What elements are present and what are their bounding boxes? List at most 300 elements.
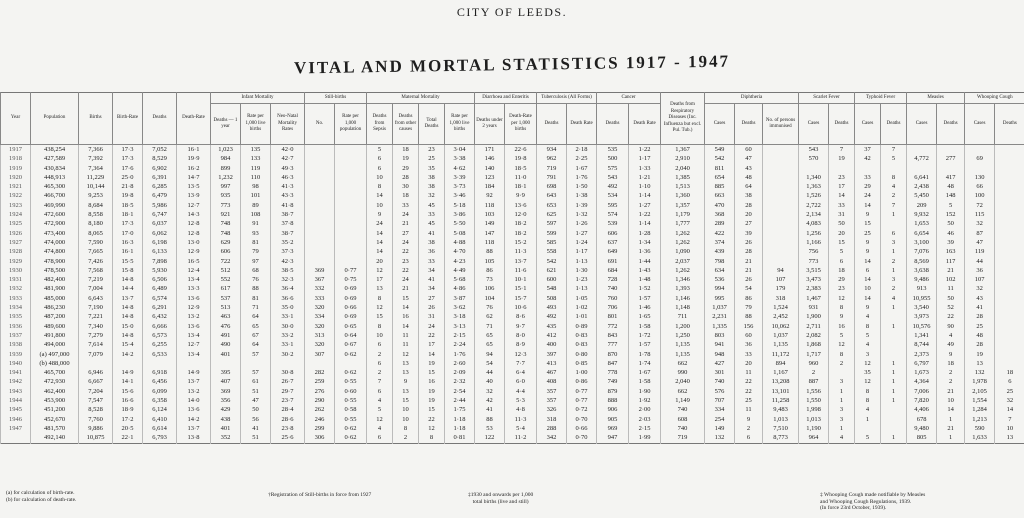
table-row: [1, 303, 1024, 312]
table-cell: 163: [937, 247, 965, 256]
table-cell: 149: [705, 424, 735, 433]
table-cell: 44: [475, 368, 505, 377]
table-cell: 13: [995, 433, 1024, 443]
table-cell: 706: [597, 303, 629, 312]
table-cell: (a) 497,000: [31, 350, 79, 359]
table-cell: 118: [475, 238, 505, 247]
table-cell: 13·7: [113, 294, 143, 303]
table-cell: 7,510: [763, 424, 799, 433]
table-cell: 61: [241, 377, 271, 386]
year-cell: 1922: [1, 191, 31, 200]
table-cell: 401: [211, 350, 241, 359]
table-cell: 7,006: [907, 387, 937, 396]
table-cell: 1,037: [705, 303, 735, 312]
table-cell: 6,489: [143, 284, 177, 293]
table-cell: 66: [965, 182, 995, 191]
year-cell: 1945: [1, 405, 31, 414]
table-cell: 534: [597, 191, 629, 200]
table-cell: [995, 331, 1024, 340]
table-cell: 427,589: [31, 154, 79, 163]
table-cell: 254: [705, 415, 735, 424]
table-cell: [335, 201, 367, 210]
year-cell: 1940: [1, 359, 31, 368]
table-cell: 438: [211, 415, 241, 424]
table-cell: [305, 145, 335, 155]
table-cell: 27: [419, 294, 445, 303]
table-cell: 0·85: [567, 359, 597, 368]
table-cell: 57: [241, 368, 271, 377]
table-cell: 43·3: [271, 191, 305, 200]
table-cell: 184: [475, 182, 505, 191]
table-cell: 36: [419, 247, 445, 256]
table-cell: 1·46: [629, 303, 661, 312]
table-cell: 10·6: [505, 303, 537, 312]
sub-header: No. of persons immunised: [763, 104, 799, 145]
table-cell: 7,079: [79, 350, 113, 359]
table-cell: 21: [735, 257, 763, 266]
table-cell: [995, 219, 1024, 228]
year-cell: 1943: [1, 387, 31, 396]
table-cell: 3·87: [445, 294, 475, 303]
table-row: [1, 377, 1024, 386]
table-cell: 476: [211, 322, 241, 331]
sub-header: Total Deaths: [419, 104, 445, 145]
table-cell: 23: [829, 284, 855, 293]
table-cell: 31: [829, 210, 855, 219]
table-cell: 12·8: [177, 219, 211, 228]
table-cell: 14·8: [113, 331, 143, 340]
table-cell: 12: [367, 266, 393, 275]
table-cell: 8,529: [143, 154, 177, 163]
table-cell: 14·8: [113, 275, 143, 284]
table-cell: 20: [829, 229, 855, 238]
table-cell: 123: [475, 173, 505, 182]
table-cell: 921: [211, 210, 241, 219]
table-cell: 21: [937, 266, 965, 275]
table-cell: 41: [419, 275, 445, 284]
table-cell: 1,167: [763, 368, 799, 377]
table-cell: [907, 145, 937, 155]
table-cell: [763, 191, 799, 200]
table-cell: 71: [241, 303, 271, 312]
group-header: Maternal Mortality: [367, 93, 475, 104]
table-cell: 93: [241, 229, 271, 238]
table-cell: 2,040: [661, 377, 705, 386]
table-cell: 778: [597, 368, 629, 377]
table-cell: 6,099: [143, 387, 177, 396]
table-cell: [335, 145, 367, 155]
table-cell: 6,793: [143, 433, 177, 443]
table-cell: 1,023: [211, 145, 241, 155]
table-cell: 3,515: [799, 266, 829, 275]
table-cell: 36: [965, 266, 995, 275]
table-cell: 27: [393, 229, 419, 238]
table-cell: 625: [537, 210, 567, 219]
table-cell: 1,256: [799, 229, 829, 238]
table-cell: 30·2: [271, 350, 305, 359]
table-cell: 0·70: [567, 433, 597, 443]
table-cell: 6,533: [143, 350, 177, 359]
table-cell: 9: [855, 247, 881, 256]
table-cell: 508: [537, 294, 567, 303]
table-cell: 1,166: [799, 238, 829, 247]
table-cell: 38: [735, 191, 763, 200]
table-cell: 18: [393, 191, 419, 200]
table-cell: 18·5: [505, 164, 537, 173]
table-cell: 14: [995, 405, 1024, 414]
table-cell: 50: [937, 219, 965, 228]
year-cell: 1933: [1, 294, 31, 303]
year-cell: 1918: [1, 154, 31, 163]
table-cell: 637: [597, 238, 629, 247]
table-cell: 90: [937, 322, 965, 331]
table-cell: 772: [597, 322, 629, 331]
table-cell: 3·46: [445, 191, 475, 200]
table-cell: 26: [419, 303, 445, 312]
table-cell: 466,700: [31, 191, 79, 200]
table-cell: 2,722: [799, 201, 829, 210]
table-cell: [763, 229, 799, 238]
table-cell: 8,558: [79, 210, 113, 219]
table-cell: 728: [597, 275, 629, 284]
table-row: [1, 229, 1024, 238]
table-cell: 13·6: [505, 201, 537, 210]
table-cell: [995, 191, 1024, 200]
table-cell: 7: [829, 145, 855, 155]
table-cell: 4·49: [445, 266, 475, 275]
table-cell: 110: [241, 173, 271, 182]
table-cell: 23: [393, 257, 419, 266]
table-cell: [305, 238, 335, 247]
table-cell: 1,550: [799, 396, 829, 405]
table-cell: 473,400: [31, 229, 79, 238]
table-cell: 135: [241, 145, 271, 155]
table-cell: 14: [393, 322, 419, 331]
table-row: [1, 275, 1024, 284]
table-cell: 2,082: [799, 331, 829, 340]
table-cell: 9,932: [907, 210, 937, 219]
table-cell: 45: [419, 219, 445, 228]
table-cell: 1·18: [445, 424, 475, 433]
table-cell: 17·6: [113, 164, 143, 173]
table-cell: 7,279: [79, 331, 113, 340]
table-cell: [881, 424, 907, 433]
table-cell: 5·50: [445, 219, 475, 228]
table-cell: 1: [829, 387, 855, 396]
table-cell: 6,747: [143, 210, 177, 219]
table-cell: 9,886: [79, 424, 113, 433]
table-cell: 6,506: [143, 275, 177, 284]
table-cell: 2,134: [799, 210, 829, 219]
table-cell: 14: [367, 191, 393, 200]
table-cell: 4·62: [445, 164, 475, 173]
table-cell: 5: [829, 331, 855, 340]
table-cell: 92: [475, 191, 505, 200]
sub-header: Deaths: [537, 104, 567, 145]
table-cell: 16·1: [177, 145, 211, 155]
table-cell: 106: [475, 284, 505, 293]
table-cell: 1·58: [629, 377, 661, 386]
table-cell: 470: [705, 201, 735, 210]
year-cell: 1919: [1, 164, 31, 173]
table-cell: 103: [475, 210, 505, 219]
table-cell: 12·9: [177, 303, 211, 312]
table-cell: 14: [855, 257, 881, 266]
table-cell: [763, 247, 799, 256]
group-header: Infant Mortality: [211, 93, 305, 104]
table-cell: 10,144: [79, 182, 113, 191]
table-cell: 9: [367, 210, 393, 219]
table-cell: 7,665: [79, 247, 113, 256]
table-cell: [995, 266, 1024, 275]
group-header: Whooping Cough: [965, 93, 1024, 104]
table-cell: 146: [475, 154, 505, 163]
table-cell: 543: [799, 145, 829, 155]
table-row: [1, 387, 1024, 396]
table-cell: 100: [965, 191, 995, 200]
sub-header: Deaths: [735, 104, 763, 145]
table-cell: 0·80: [567, 350, 597, 359]
table-cell: 320: [305, 322, 335, 331]
table-cell: 0·62: [335, 433, 367, 443]
table-cell: 148: [937, 191, 965, 200]
table-cell: 7,898: [143, 257, 177, 266]
table-cell: 6,456: [143, 377, 177, 386]
footnote-a: (a) for calculation of birth-rate.: [6, 490, 75, 496]
table-cell: 12: [393, 350, 419, 359]
table-cell: 7,590: [79, 238, 113, 247]
table-cell: 543: [597, 173, 629, 182]
table-cell: 492: [597, 182, 629, 191]
table-cell: 352: [211, 433, 241, 443]
table-cell: 0·62: [335, 368, 367, 377]
table-cell: 6,666: [143, 322, 177, 331]
table-cell: 37·3: [271, 247, 305, 256]
table-cell: 7,568: [79, 266, 113, 275]
table-cell: 595: [597, 201, 629, 210]
table-cell: 67: [241, 331, 271, 340]
table-cell: [829, 164, 855, 173]
table-cell: 0·67: [335, 340, 367, 349]
table-cell: 397: [537, 350, 567, 359]
table-cell: 369: [211, 387, 241, 396]
table-cell: 33·1: [271, 312, 305, 321]
table-cell: 1: [881, 377, 907, 386]
table-cell: 1·67: [629, 368, 661, 377]
table-cell: 36·4: [271, 284, 305, 293]
table-cell: 46: [937, 229, 965, 238]
table-cell: 35·0: [271, 303, 305, 312]
table-cell: 107: [763, 275, 799, 284]
table-cell: 290: [305, 396, 335, 405]
table-cell: 1,340: [799, 173, 829, 182]
table-cell: 12: [855, 359, 881, 368]
table-cell: 13·0: [177, 238, 211, 247]
table-cell: 6,124: [143, 405, 177, 414]
table-cell: 13·6: [177, 294, 211, 303]
table-cell: 2: [937, 377, 965, 386]
table-cell: 17: [829, 182, 855, 191]
table-cell: 47: [735, 154, 763, 163]
table-cell: 11: [393, 340, 419, 349]
table-cell: 1·78: [629, 350, 661, 359]
sub-header: Deaths from other causes: [393, 104, 419, 145]
year-cell: 1938: [1, 340, 31, 349]
table-cell: 8,528: [79, 405, 113, 414]
table-cell: 2,383: [799, 284, 829, 293]
table-cell: 48: [937, 182, 965, 191]
sub-header: Rate per 1,000 live births: [445, 104, 475, 145]
table-cell: [881, 331, 907, 340]
table-cell: 748: [211, 229, 241, 238]
table-cell: 8,744: [907, 340, 937, 349]
table-cell: 1,146: [661, 294, 705, 303]
table-cell: 1·14: [629, 191, 661, 200]
table-cell: 6,479: [143, 191, 177, 200]
table-cell: 539: [597, 219, 629, 228]
sub-header: Deaths from Sepsis: [367, 104, 393, 145]
table-cell: 2·09: [445, 368, 475, 377]
table-cell: 474,800: [31, 247, 79, 256]
table-cell: 18·1: [505, 182, 537, 191]
table-cell: 1,554: [965, 396, 995, 405]
table-cell: 960: [799, 359, 829, 368]
table-cell: 1: [881, 322, 907, 331]
table-cell: 98: [241, 182, 271, 191]
table-cell: 30·0: [271, 322, 305, 331]
table-cell: 9: [855, 303, 881, 312]
table-cell: 25: [735, 396, 763, 405]
table-cell: 43: [735, 164, 763, 173]
table-cell: 10: [393, 405, 419, 414]
table-cell: 15·2: [505, 238, 537, 247]
table-cell: 1: [829, 396, 855, 405]
year-cell: 1923: [1, 201, 31, 210]
table-cell: 259: [305, 377, 335, 386]
table-cell: 4·86: [445, 284, 475, 293]
table-cell: 19·8: [113, 191, 143, 200]
table-cell: 1,346: [661, 275, 705, 284]
footnotes-left: [6, 490, 76, 503]
table-cell: 6: [855, 266, 881, 275]
table-cell: 417: [937, 173, 965, 182]
table-cell: 11: [393, 331, 419, 340]
table-cell: 7,221: [79, 312, 113, 321]
table-cell: 621: [537, 266, 567, 275]
table-cell: 101: [241, 191, 271, 200]
table-cell: 1,135: [661, 350, 705, 359]
sub-header: Cases: [705, 104, 735, 145]
table-cell: 9: [735, 415, 763, 424]
table-cell: 14: [367, 238, 393, 247]
table-cell: 1,335: [705, 322, 735, 331]
table-cell: 5: [367, 145, 393, 155]
table-cell: 140: [475, 164, 505, 173]
table-cell: [335, 257, 367, 266]
table-cell: 6: [367, 164, 393, 173]
table-cell: 13,208: [763, 377, 799, 386]
table-cell: 86: [475, 266, 505, 275]
table-cell: 934: [537, 145, 567, 155]
table-cell: 0·77: [567, 387, 597, 396]
table-cell: 430,834: [31, 164, 79, 173]
table-cell: 33: [419, 257, 445, 266]
table-cell: 7,204: [79, 387, 113, 396]
table-cell: 10: [937, 396, 965, 405]
table-cell: 25: [855, 229, 881, 238]
group-header: Scarlet Fever: [799, 93, 855, 104]
table-cell: 3·04: [445, 145, 475, 155]
table-cell: 8·0: [505, 331, 537, 340]
table-cell: 8·6: [505, 312, 537, 321]
table-cell: 2·15: [629, 424, 661, 433]
table-cell: 41·8: [271, 201, 305, 210]
table-cell: 888: [597, 396, 629, 405]
table-cell: 1·34: [629, 238, 661, 247]
table-cell: 1,385: [661, 173, 705, 182]
table-cell: 306: [305, 433, 335, 443]
table-cell: 46·3: [271, 173, 305, 182]
table-cell: 0·65: [335, 322, 367, 331]
table-cell: [335, 182, 367, 191]
table-cell: 482,400: [31, 275, 79, 284]
table-cell: 30: [393, 182, 419, 191]
table-cell: 76: [241, 275, 271, 284]
table-cell: 89: [241, 201, 271, 210]
table-cell: 7,004: [79, 284, 113, 293]
table-cell: 4: [881, 294, 907, 303]
table-cell: 462,400: [31, 387, 79, 396]
table-row: [1, 359, 1024, 368]
table-cell: 11,172: [763, 350, 799, 359]
table-cell: 15·6: [113, 387, 143, 396]
table-cell: 7,820: [907, 396, 937, 405]
table-cell: 542: [705, 154, 735, 163]
table-cell: 0·58: [335, 405, 367, 414]
table-cell: 2·18: [567, 145, 597, 155]
sub-header: Rate per 1,000 population: [335, 104, 367, 145]
table-cell: 13: [393, 368, 419, 377]
table-cell: 558: [537, 247, 567, 256]
table-cell: 209: [907, 201, 937, 210]
sub-header: Rate per 1,000 live births: [241, 104, 271, 145]
table-cell: 8: [881, 173, 907, 182]
table-cell: 401: [211, 424, 241, 433]
table-cell: 941: [705, 340, 735, 349]
table-cell: 17: [367, 275, 393, 284]
table-cell: 469,990: [31, 201, 79, 210]
table-cell: 6,255: [143, 340, 177, 349]
table-cell: 132: [965, 368, 995, 377]
table-cell: 1: [937, 415, 965, 424]
table-cell: 13·7: [177, 424, 211, 433]
year-cell: 1947: [1, 424, 31, 433]
table-cell: 634: [705, 266, 735, 275]
table-cell: 29: [829, 275, 855, 284]
table-cell: 86: [735, 294, 763, 303]
table-cell: 1·14: [629, 219, 661, 228]
table-cell: 50: [241, 405, 271, 414]
table-cell: 1·75: [445, 405, 475, 414]
table-cell: 9,483: [763, 405, 799, 414]
table-cell: 1,673: [907, 368, 937, 377]
table-cell: 0·70: [567, 415, 597, 424]
table-cell: 467: [537, 368, 567, 377]
table-cell: [995, 164, 1024, 173]
year-cell: 1946: [1, 415, 31, 424]
table-cell: 50: [829, 219, 855, 228]
table-cell: 4: [881, 182, 907, 191]
